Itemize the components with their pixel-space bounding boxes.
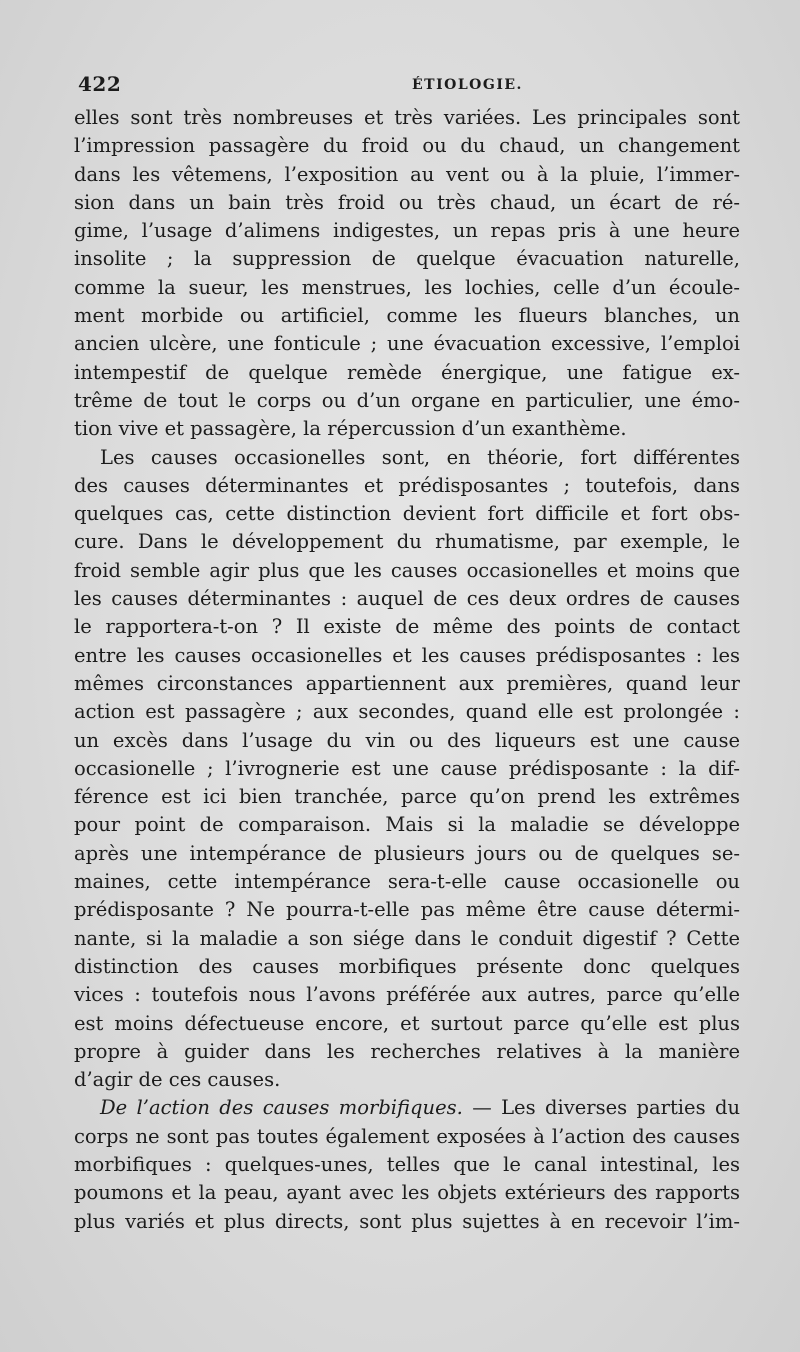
text-line: prédisposante ? Ne pourra-t-elle pas même être cause détermi-	[74, 898, 740, 922]
section-lead-line	[74, 1094, 740, 1122]
text-line: les causes déterminantes : auquel de ces deux ordres de causes	[74, 587, 740, 611]
text-line: elles sont très nombreuses et très variées. Les principales sont	[74, 106, 740, 129]
page-header	[76, 72, 740, 102]
text-line: sion dans un bain très froid ou très chaud, un écart de ré-	[74, 190, 740, 214]
text-line: corps ne sont pas toutes également exposées à l’action des causes	[74, 1124, 740, 1148]
running-title: ÉTIOLOGIE.	[412, 77, 523, 93]
text-line: mêmes circonstances appartiennent aux premières, quand leur	[74, 671, 740, 695]
text-line: action est passagère ; aux secondes, quand elle est prolongée :	[74, 700, 740, 724]
text-line: plus variés et plus directs, sont plus sujettes à en recevoir l’im-	[74, 1209, 740, 1233]
text-line: quelques cas, cette distinction devient fort difficile et fort obs-	[74, 502, 740, 526]
text-line: férence est ici bien tranchée, parce qu’on prend les extrêmes	[74, 785, 740, 809]
text-line: est moins défectueuse encore, et surtout parce qu’elle est plus	[74, 1011, 740, 1035]
text-line: Les causes occasionelles sont, en théorie, fort différentes	[100, 445, 740, 469]
text-line: occasionelle ; l’ivrognerie est une cause prédisposante : la dif-	[74, 756, 740, 780]
text-line: le rapportera-t-on ? Il existe de même des points de contact	[74, 615, 740, 639]
text-line: distinction des causes morbifiques présente donc quelques	[74, 954, 740, 978]
text-line: insolite ; la suppression de quelque évacuation naturelle,	[74, 247, 740, 271]
text-line: ancien ulcère, une fonticule ; une évacuation excessive, l’emploi	[74, 332, 740, 356]
text-line: d’agir de ces causes.	[74, 1068, 281, 1092]
paragraph-3	[74, 1094, 740, 1235]
text-line: maines, cette intempérance sera-t-elle cause occasionelle ou	[74, 870, 740, 894]
text-line: froid semble agir plus que les causes occasionelles et moins que	[74, 558, 740, 582]
text-line: entre les causes occasionelles et les causes prédisposantes : les	[74, 643, 740, 667]
text-line: pour point de comparaison. Mais si la maladie se développe	[74, 813, 740, 837]
text-line: ment morbide ou artificiel, comme les flueurs blanches, un	[74, 304, 740, 328]
text-line: poumons et la peau, ayant avec les objets extérieurs des rapports	[74, 1181, 740, 1205]
text-line: propre à guider dans les recherches relatives à la manière	[74, 1039, 740, 1063]
text-line: tion vive et passagère, la répercussion d’un exanthème.	[74, 417, 627, 441]
paragraph-1	[74, 104, 740, 444]
text-line: gime, l’usage d’alimens indigestes, un repas pris à une heure	[74, 219, 740, 243]
text-line: trême de tout le corps ou d’un organe en particulier, une émo-	[74, 388, 740, 412]
text-line: après une intempérance de plusieurs jours ou de quelques se-	[74, 841, 740, 865]
section-heading: De l’action des causes morbifiques.	[100, 1096, 463, 1120]
body-text	[74, 104, 740, 1236]
text-line: vices : toutefois nous l’avons préférée aux autres, parce qu’elle	[74, 983, 740, 1007]
text-line: un excès dans l’usage du vin ou des liqueurs est une cause	[74, 728, 740, 752]
text-line: dans les vêtemens, l’exposition au vent ou à la pluie, l’immer-	[74, 162, 740, 186]
text-line: nante, si la maladie a son siége dans le conduit digestif ? Cette	[74, 926, 740, 950]
text-line: morbifiques : quelques-unes, telles que le canal intestinal, les	[74, 1152, 740, 1176]
page-number: 422	[78, 72, 122, 96]
text-line: intempestif de quelque remède énergique, une fatigue ex-	[74, 360, 740, 384]
text-line: comme la sueur, les menstrues, les lochies, celle d’un écoule-	[74, 275, 740, 299]
paragraph-2	[74, 444, 740, 1095]
text-line: des causes déterminantes et prédisposantes ; toutefois, dans	[74, 473, 740, 497]
text-line: l’impression passagère du froid ou du chaud, un changement	[74, 134, 740, 158]
text-line: cure. Dans le développement du rhumatisme, par exemple, le	[74, 530, 740, 554]
section-lead-text: — Les diverses parties du	[462, 1096, 740, 1120]
